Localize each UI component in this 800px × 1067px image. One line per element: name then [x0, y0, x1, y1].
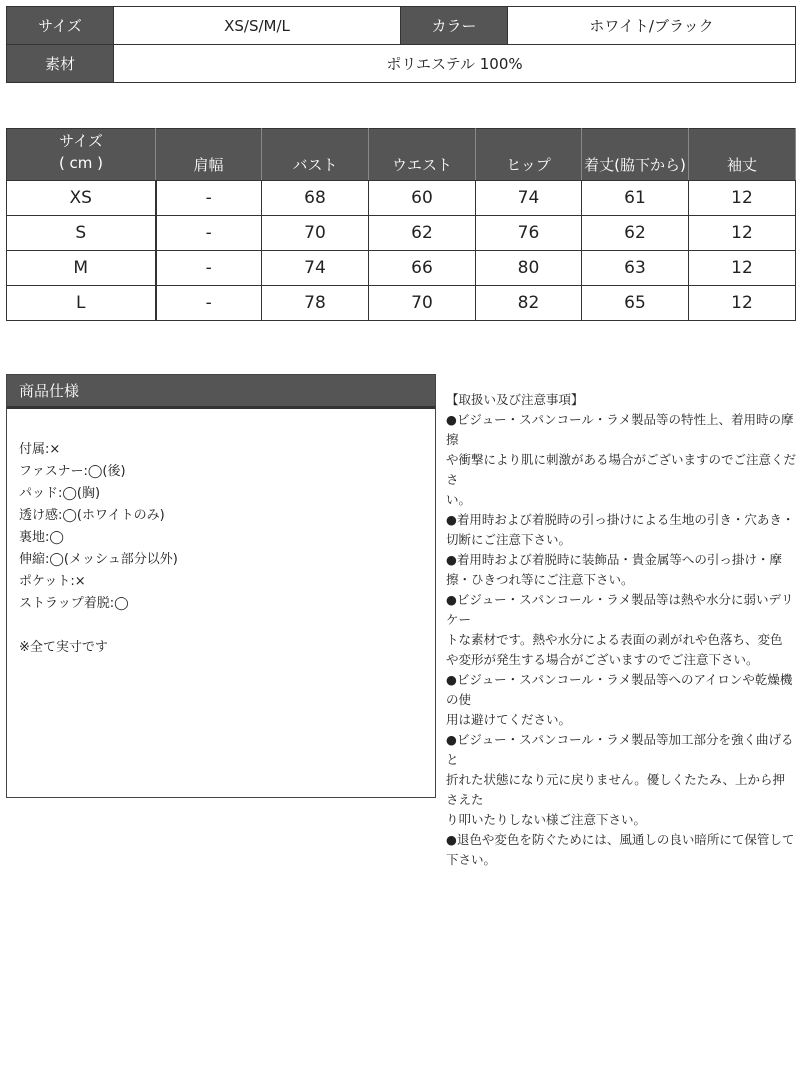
table-cell: 78	[262, 286, 369, 321]
table-row	[7, 181, 796, 216]
table-cell: 62	[369, 216, 476, 251]
row-size-label: M	[7, 251, 156, 286]
table-cell: 74	[476, 181, 582, 216]
table-cell: 82	[476, 286, 582, 321]
care-line: り叩いたりしない様ご注意下さい。	[446, 812, 647, 827]
care-line: トな素材です。熱や水分による表面の剥がれや色落ち、変色	[446, 632, 783, 647]
size-corner-header	[7, 129, 156, 181]
care-line: や衝撃により肌に刺激がある場合がございますのでご注意くださ	[446, 452, 797, 487]
table-cell: 65	[582, 286, 689, 321]
material-label: 素材	[7, 45, 114, 83]
care-line: ●着用時および着脱時に装飾品・貴金属等への引っ掛け・摩	[446, 552, 782, 567]
table-cell: 66	[369, 251, 476, 286]
care-line: ●ビジュー・スパンコール・ラメ製品等加工部分を強く曲げると	[446, 732, 794, 767]
row-size-label: XS	[7, 181, 156, 216]
table-cell: -	[156, 181, 262, 216]
material-value: ポリエステル 100%	[114, 45, 796, 83]
product-info-table	[6, 6, 796, 83]
care-line: や変形が発生する場合がございますのでご注意下さい。	[446, 652, 759, 667]
table-row	[7, 251, 796, 286]
table-cell: 12	[689, 216, 796, 251]
size-label: サイズ	[7, 7, 114, 45]
care-line: ●ビジュー・スパンコール・ラメ製品等の特性上、着用時の摩擦	[446, 412, 794, 447]
col-header-shoulder: 肩幅	[156, 129, 262, 181]
spec-title: 商品仕様	[7, 375, 435, 409]
row-size-label: S	[7, 216, 156, 251]
info-row	[7, 45, 796, 83]
table-cell: 60	[369, 181, 476, 216]
product-spec-box	[6, 374, 436, 798]
spec-item: 付属:×	[19, 442, 61, 457]
spec-list	[19, 439, 178, 615]
care-line: ●ビジュー・スパンコール・ラメ製品等へのアイロンや乾燥機の使	[446, 672, 793, 707]
corner-line-1: サイズ	[59, 132, 103, 150]
care-title: 【取扱い及び注意事項】	[446, 392, 584, 407]
spec-item: 伸縮:◯(メッシュ部分以外)	[19, 552, 178, 567]
row-size-label: L	[7, 286, 156, 321]
table-cell: 12	[689, 181, 796, 216]
table-cell: 76	[476, 216, 582, 251]
table-cell: 74	[262, 251, 369, 286]
care-line: 切断にご注意下さい。	[446, 532, 572, 547]
spec-item: ファスナー:◯(後)	[19, 464, 126, 479]
table-cell: 63	[582, 251, 689, 286]
care-line: ●着用時および着脱時の引っ掛けによる生地の引き・穴あき・	[446, 512, 795, 527]
spec-note: ※全て実寸です	[19, 640, 108, 655]
col-header-length: 着丈(脇下から)	[582, 129, 689, 181]
col-header-sleeve: 袖丈	[689, 129, 796, 181]
table-row	[7, 216, 796, 251]
col-header-hip: ヒップ	[476, 129, 582, 181]
spec-item: ポケット:×	[19, 574, 86, 589]
care-line: 用は避けてください。	[446, 712, 572, 727]
care-line: ●ビジュー・スパンコール・ラメ製品等は熱や水分に弱いデリケー	[446, 592, 794, 627]
color-value: ホワイト/ブラック	[508, 7, 796, 45]
care-line: ●退色や変色を防ぐためには、風通しの良い暗所にて保管して	[446, 832, 795, 847]
info-row	[7, 7, 796, 45]
table-cell: 70	[262, 216, 369, 251]
size-value: XS/S/M/L	[114, 7, 401, 45]
col-header-waist: ウエスト	[369, 129, 476, 181]
care-line: 擦・ひきつれ等にご注意下さい。	[446, 572, 634, 587]
care-line: い。	[446, 492, 472, 507]
care-line: 下さい。	[446, 852, 497, 867]
table-cell: 80	[476, 251, 582, 286]
table-cell: 62	[582, 216, 689, 251]
table-cell: 68	[262, 181, 369, 216]
table-row	[7, 286, 796, 321]
size-chart-table	[6, 128, 796, 321]
table-cell: 61	[582, 181, 689, 216]
col-header-bust: バスト	[262, 129, 369, 181]
color-label: カラー	[401, 7, 508, 45]
spec-item: ストラップ着脱:◯	[19, 596, 129, 611]
table-cell: -	[156, 286, 262, 321]
table-cell: -	[156, 216, 262, 251]
table-cell: 12	[689, 251, 796, 286]
care-line: 折れた状態になり元に戻りません。優しくたたみ、上から押さえた	[446, 772, 786, 807]
table-cell: -	[156, 251, 262, 286]
care-instructions	[446, 390, 796, 870]
size-header-row	[7, 129, 796, 181]
table-cell: 70	[369, 286, 476, 321]
table-cell: 12	[689, 286, 796, 321]
corner-line-2: ( cm )	[58, 154, 104, 172]
spec-item: パッド:◯(胸)	[19, 486, 101, 501]
spec-item: 透け感:◯(ホワイトのみ)	[19, 508, 165, 523]
spec-item: 裏地:◯	[19, 530, 64, 545]
